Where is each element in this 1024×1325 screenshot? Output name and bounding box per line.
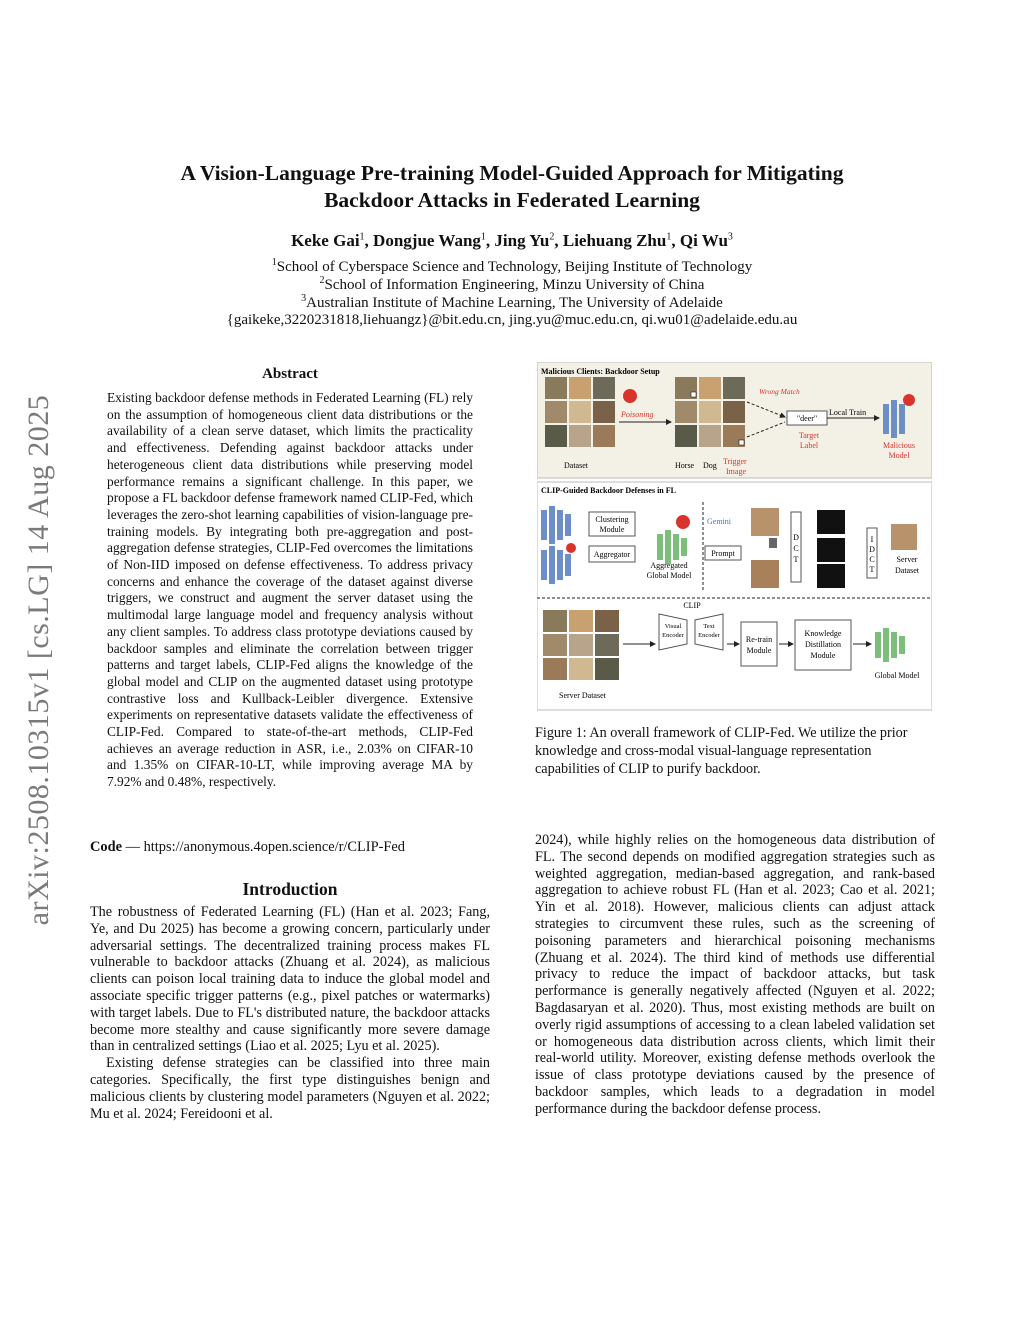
label-module-3: Module	[810, 651, 836, 660]
right-column-body	[535, 832, 935, 1118]
intro-paragraph-2: Existing defense strategies can be classified into three main categories. Specifically, the first type distinguishes benign and malicious clients by clustering model parameters (Nguyen et al. 2022; Mu et al. 2024; Fereidooni et al.	[90, 1055, 490, 1122]
label-prompt: Prompt	[711, 549, 735, 558]
panel2-title: CLIP-Guided Backdoor Defenses in FL	[541, 486, 676, 495]
label-distillation: Distillation	[805, 640, 841, 649]
freq-map-1	[817, 510, 845, 534]
author: Jing Yu$^2$,	[494, 231, 563, 250]
label-dog: Dog	[703, 461, 717, 470]
label-dct-t: T	[793, 555, 799, 564]
label-aggregated: Aggregated	[650, 561, 688, 570]
label-label: Label	[799, 441, 819, 450]
author: Keke Gai$^1$,	[291, 231, 374, 250]
retrain-module-box	[741, 622, 777, 666]
devil-icon-2	[676, 515, 690, 529]
author: Liehuang Zhu$^1$,	[562, 231, 680, 250]
affiliation-1: $^1$School of Cyberspace Science and Technology, Beijing Institute of Technology	[271, 257, 753, 275]
label-dataset: Dataset	[564, 461, 588, 470]
introduction-heading: Introduction	[242, 879, 338, 899]
server-dataset-images	[543, 610, 619, 680]
arxiv-watermark: arXiv:2508.10315v1 [cs.LG] 14 Aug 2025	[22, 394, 55, 926]
label-dct-d: D	[793, 533, 799, 542]
abstract-text: Existing backdoor defense methods in Federated Learning (FL) rely on the assumption of homogeneous client data distributions or the availability of a clean serve dataset, which limits the practicality and effectiveness. Defending against backdoor attacks under heterogeneous client data distributions while preserving model performance remains a significant challenge. In this paper, we propose a FL backdoor defense framework named CLIP-Fed, which leverages the zero-shot learning capabilities of vision-language pre-training models. By integrating both pre-aggregation and post-aggregation defense strategies, CLIP-Fed overcomes the limitations of Non-IID imposed on defense effectiveness. To address privacy concerns and enhance the coverage of the dataset against diverse triggers, we construct and augment the server dataset using the multimodal large language model and frequency analysis without any client samples. To address class prototype deviations caused by backdoor samples and eliminate the correlation between trigger patterns and target labels, CLIP-Fed aligns the knowledge of the global model and CLIP on the augmented dataset using prototype contrastive loss and Kullback-Leibler divergence. Extensive experiments on representative datasets validate the effectiveness of CLIP-Fed. Compared to state-of-the-art methods, CLIP-Fed achieves an average reduction in ASR, i.e., 2.03% on CIFAR-10 and 1.35% on CIFAR-10-LT, while improving average MA by 7.92% and 0.48%, respectively.	[107, 390, 473, 790]
label-horse: Horse	[675, 461, 695, 470]
label-retrain: Re-train	[745, 635, 773, 644]
label-deer: "deer"	[796, 414, 818, 423]
label-global-model: Global Model	[874, 671, 920, 680]
label-knowledge: Knowledge	[804, 629, 842, 638]
label-idct-t: T	[869, 565, 875, 574]
poisoned-images	[675, 377, 745, 447]
author: Qi Wu$^3$	[679, 231, 733, 250]
panel1-title: Malicious Clients: Backdoor Setup	[541, 367, 660, 376]
label-idct-d: D	[869, 545, 875, 554]
label-idct-c: C	[869, 555, 875, 564]
label-text: Text	[703, 623, 715, 630]
label-encoder-1: Encoder	[662, 632, 684, 639]
freq-map-3	[817, 564, 845, 588]
label-poisoning: Poisoning	[621, 410, 654, 419]
devil-icon	[623, 389, 637, 403]
author-emails: {gaikeke,3220231818,liehuangz}@bit.edu.cn, jing.yu@muc.edu.cn, qi.wu01@adelaide.edu.au	[226, 312, 798, 328]
title-line-1: A Vision-Language Pre-training Model-Guided Approach for Mitigating	[180, 161, 844, 185]
label-idct-i: I	[870, 535, 874, 544]
dataset-images	[545, 377, 615, 447]
cat-image-2	[751, 560, 779, 588]
label-trigger: Trigger	[723, 457, 747, 466]
label-dct-c: C	[793, 544, 799, 553]
label-target: Target	[798, 431, 820, 440]
label-local-train: Local Train	[829, 408, 867, 417]
server-cat-image	[891, 524, 917, 550]
label-clip: CLIP	[683, 601, 701, 610]
title-line-2: Backdoor Attacks in Federated Learning	[324, 188, 700, 212]
label-visual: Visual	[664, 623, 682, 630]
right-paragraph-1: 2024), while highly relies on the homogeneous data distribution of FL. The second depends on modified aggregation strategies such as weighted aggregation, median-based aggregation, and rank-based aggregation to achieve robust FL (Han et al. 2023; Cao et al. 2021; Yin et al. 2018). However, malicious clients can adjust attack strategies to circumvent these rules, such as the screening of poisoning parameters and hierarchical poisoning mechanisms (Zhuang et al. 2024). The third kind of methods use differential privacy to reduce the impact of backdoor attacks, but task performance is generally negatively affected (Nguyen et al. 2022; Bagdasaryan et al. 2020). Thus, most existing methods are built on overly rigid assumptions of accessing to a clean labeled validation set or homogeneous data distribution across clients, which limit their real-world utility. Moreover, existing defense methods overlook the issue of class prototype deviations caused by the presence of backdoor samples, which leads to a degradation in model performance during the backdoor defense process.	[535, 832, 935, 1117]
intro-paragraph-1: The robustness of Federated Learning (FL) (Han et al. 2023; Fang, Ye, and Du 2025) has become a growing concern, particularly under adversarial settings. The decentralized training process makes FL vulnerable to backdoor attacks (Zhuang et al. 2024), as malicious clients can poison local training data to induce the global model and associate specific trigger patterns (e.g., pixel patches or watermarks) with target labels. Due to FL's distributed nature, the backdoor attacks become more stealthy and cause significantly more severe damage than in centralized settings (Liao et al. 2025; Lyu et al. 2025).	[90, 904, 490, 1055]
label-server-dataset: Server Dataset	[559, 691, 606, 700]
affiliation-2: $^2$School of Information Engineering, Minzu University of China	[319, 275, 705, 293]
code-link-line: Code — https://anonymous.4open.science/r/CLIP-Fed	[90, 839, 405, 855]
label-module-1: Module	[599, 525, 625, 534]
label-dataset-2: Dataset	[895, 566, 919, 575]
figure-1	[537, 362, 932, 712]
label-malicious: Malicious	[883, 441, 915, 450]
code-label: Code	[90, 839, 122, 855]
label-model: Model	[888, 451, 910, 460]
label-global-model-1: Global Model	[646, 571, 692, 580]
label-wrong-match: Wrong Match	[759, 387, 800, 396]
label-module-2: Module	[746, 646, 772, 655]
freq-map-2	[817, 538, 845, 562]
code-url-link[interactable]: https://anonymous.4open.science/r/CLIP-Fed	[143, 839, 405, 855]
cat-image-1	[751, 508, 779, 536]
label-aggregator: Aggregator	[593, 550, 631, 559]
abstract-heading: Abstract	[262, 366, 318, 382]
framework-diagram	[537, 362, 932, 712]
label-image: Image	[726, 467, 746, 476]
paper-title	[90, 160, 934, 214]
author-list	[90, 231, 934, 251]
label-encoder-2: Encoder	[698, 632, 720, 639]
label-clustering: Clustering	[595, 515, 629, 524]
patch-image	[769, 538, 777, 548]
label-server: Server	[896, 555, 918, 564]
label-gemini: Gemini	[707, 517, 731, 526]
figure-caption: Figure 1: An overall framework of CLIP-Fed. We utilize the prior knowledge and cross-modal visual-language representation capabilities of CLIP to purify backdoor.	[535, 725, 908, 777]
introduction-body	[90, 904, 490, 1122]
affiliation-3: $^3$Australian Institute of Machine Learning, The University of Adelaide	[301, 293, 723, 311]
author: Dongjue Wang$^1$,	[373, 231, 495, 250]
